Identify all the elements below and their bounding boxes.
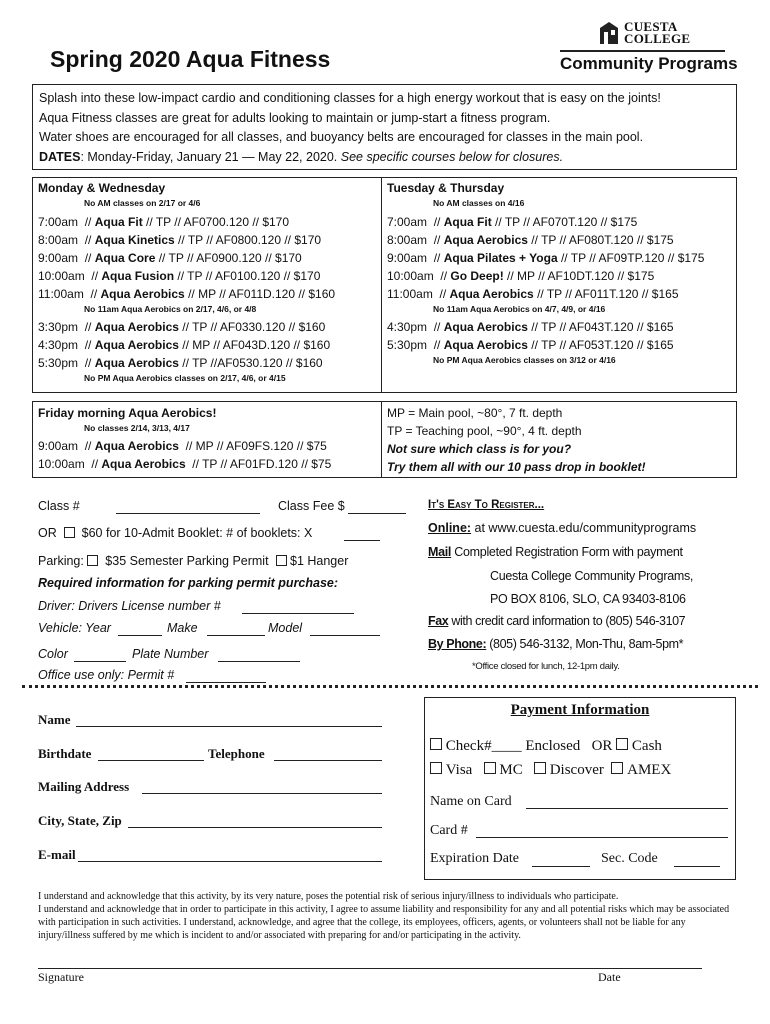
legend-booklet: Try them all with our 10 pass drop in booklet! bbox=[387, 460, 646, 474]
class-details: // TP // AF01FD.120 // $75 bbox=[185, 457, 332, 471]
phone-label: By Phone: bbox=[428, 637, 487, 651]
separator: // bbox=[83, 287, 101, 301]
card-number-field[interactable] bbox=[476, 837, 728, 838]
check-checkbox[interactable] bbox=[430, 738, 442, 750]
vehicle-color-field[interactable] bbox=[74, 661, 126, 662]
class-details: // MP // AF10DT.120 // $175 bbox=[503, 269, 655, 283]
tuethu-note-11: No 11am Aqua Aerobics on 4/7, 4/9, or 4/16 bbox=[433, 304, 606, 314]
class-name: Aqua Aerobics bbox=[443, 338, 528, 352]
phone-text: (805) 546-3132, Mon-Thu, 8am-5pm* bbox=[486, 637, 684, 651]
register-online bbox=[428, 521, 696, 535]
payment-row-1 bbox=[430, 738, 662, 755]
logo-subtitle: Community Programs bbox=[560, 54, 738, 73]
booklet-checkbox[interactable] bbox=[64, 527, 75, 538]
office-closed-note: *Office closed for lunch, 12-1pm daily. bbox=[472, 661, 620, 672]
class-time: 7:00am bbox=[387, 215, 428, 229]
monwed-note-pm: No PM Aqua Aerobics classes on 2/17, 4/6, or 4/15 bbox=[84, 373, 286, 383]
mail-address-1: Cuesta College Community Programs, bbox=[490, 569, 694, 583]
parking-semester-checkbox[interactable] bbox=[87, 555, 98, 566]
class-time: 8:00am bbox=[387, 233, 428, 247]
class-time: 10:00am bbox=[38, 269, 85, 283]
cash-checkbox[interactable] bbox=[616, 738, 628, 750]
class-name: Aqua Fit bbox=[443, 215, 492, 229]
college-logo bbox=[560, 18, 738, 78]
class-row bbox=[38, 249, 335, 267]
tuethu-note-pm: No PM Aqua Aerobics classes on 3/12 or 4/16 bbox=[433, 355, 616, 365]
class-details: // TP // AF09TP.120 // $175 bbox=[557, 251, 705, 265]
class-name: Aqua Aerobics bbox=[94, 439, 179, 453]
class-details: // TP // AF080T.120 // $175 bbox=[527, 233, 674, 247]
mail-text: Completed Registration Form with payment bbox=[451, 545, 683, 559]
visa-checkbox[interactable] bbox=[430, 762, 442, 774]
disclaimer-line-2: I understand and acknowledge that in order to participate in this activity, I agree to assume liability and responsibility for any and all potential risks which may be associated with participation in such activities. I understand, acknowledge, and agree that the college, its employees, officers, agents, or volunteers shall not be liable for any injury/illness suffered by me which is incident to and/or associated with preparing for and/or participating in the activity. bbox=[38, 904, 730, 941]
payment-or: OR bbox=[591, 738, 613, 754]
class-row bbox=[38, 231, 335, 249]
telephone-label: Telephone bbox=[208, 746, 265, 761]
vehicle-model-label: Model bbox=[268, 621, 303, 635]
or-label: OR bbox=[38, 526, 57, 540]
separator: // bbox=[78, 439, 95, 453]
class-time: 4:30pm bbox=[38, 338, 79, 352]
separator: // bbox=[78, 338, 95, 352]
class-name: Aqua Pilates + Yoga bbox=[443, 251, 558, 265]
class-name: Aqua Fit bbox=[94, 215, 143, 229]
class-name: Aqua Aerobics bbox=[443, 320, 528, 334]
legend-question: Not sure which class is for you? bbox=[387, 442, 572, 456]
class-name: Go Deep! bbox=[450, 269, 504, 283]
fax-label: Fax bbox=[428, 614, 449, 628]
class-time: 10:00am bbox=[38, 457, 85, 471]
class-row bbox=[38, 318, 335, 336]
schedule-divider bbox=[381, 177, 382, 393]
class-row bbox=[38, 285, 335, 303]
booklet-count-field[interactable] bbox=[344, 540, 380, 541]
class-time: 11:00am bbox=[387, 287, 433, 301]
class-name: Aqua Aerobics bbox=[94, 320, 179, 334]
class-number-field[interactable] bbox=[116, 513, 260, 514]
dates-note: See specific courses below for closures. bbox=[340, 149, 564, 164]
friday-column bbox=[38, 404, 331, 473]
class-time: 11:00am bbox=[38, 287, 84, 301]
intro-line-2: Aqua Fitness classes are great for adults looking to maintain or jump-start a fitness program. bbox=[39, 110, 551, 125]
class-time: 3:30pm bbox=[38, 320, 79, 334]
separator: // bbox=[84, 457, 102, 471]
driver-license-label: Driver: Drivers License number # bbox=[38, 599, 221, 613]
class-fee-label: Class Fee $ bbox=[278, 499, 345, 513]
office-permit-field[interactable] bbox=[186, 682, 266, 683]
register-phone bbox=[428, 637, 683, 651]
card-number-label: Card # bbox=[430, 823, 468, 838]
vehicle-year-field[interactable] bbox=[118, 635, 162, 636]
class-details: // MP // AF011D.120 // $160 bbox=[184, 287, 336, 301]
class-details: // TP // AF0700.120 // $170 bbox=[142, 215, 290, 229]
class-row bbox=[38, 336, 335, 354]
class-details: // MP // AF043D.120 // $160 bbox=[178, 338, 331, 352]
class-time: 10:00am bbox=[387, 269, 434, 283]
telephone-field[interactable] bbox=[274, 760, 382, 761]
class-details: // TP //AF0530.120 // $160 bbox=[178, 356, 323, 370]
office-permit-label: Office use only: Permit # bbox=[38, 668, 175, 682]
city-state-zip-field[interactable] bbox=[128, 827, 382, 828]
separator: // bbox=[78, 320, 95, 334]
class-row bbox=[387, 231, 704, 249]
amex-checkbox[interactable] bbox=[611, 762, 623, 774]
separator: // bbox=[78, 215, 95, 229]
class-name: Aqua Aerobics bbox=[94, 338, 179, 352]
date-label: Date bbox=[598, 970, 621, 984]
class-row bbox=[38, 267, 335, 285]
vehicle-model-field[interactable] bbox=[310, 635, 380, 636]
class-details: // TP // AF070T.120 // $175 bbox=[491, 215, 638, 229]
register-mail bbox=[428, 545, 683, 559]
mail-address-2: PO BOX 8106, SLO, CA 93403-8106 bbox=[490, 592, 686, 606]
friday-heading: Friday morning Aqua Aerobics! bbox=[38, 406, 217, 420]
class-row bbox=[387, 267, 704, 285]
parking-label: Parking: bbox=[38, 554, 84, 568]
tuethu-note-am: No AM classes on 4/16 bbox=[433, 198, 525, 208]
class-name: Aqua Aerobics bbox=[94, 356, 179, 370]
vehicle-color-label: Color bbox=[38, 647, 68, 661]
class-name: Aqua Core bbox=[94, 251, 156, 265]
class-row bbox=[38, 437, 331, 455]
class-name: Aqua Aerobics bbox=[101, 457, 186, 471]
class-name: Aqua Aerobics bbox=[449, 287, 534, 301]
tuethu-column bbox=[387, 179, 704, 367]
legend-tp: TP = Teaching pool, ~90°, 4 ft. depth bbox=[387, 424, 582, 438]
mc-label: MC bbox=[499, 762, 523, 778]
class-details: // MP // AF09FS.120 // $75 bbox=[178, 439, 327, 453]
class-time: 5:30pm bbox=[38, 356, 79, 370]
separator: // bbox=[427, 233, 444, 247]
discover-checkbox[interactable] bbox=[534, 762, 546, 774]
parking-semester-label: $35 Semester Parking Permit bbox=[105, 554, 269, 568]
fax-text: with credit card information to (805) 546-3107 bbox=[448, 614, 686, 628]
legend-mp: MP = Main pool, ~80°, 7 ft. depth bbox=[387, 406, 563, 420]
page-title: Spring 2020 Aqua Fitness bbox=[50, 46, 331, 72]
disclaimer-line-1: I understand and acknowledge that this activity, by its very nature, poses the potential risk of serious injury/illness to individuals who participate. bbox=[38, 891, 619, 902]
class-row bbox=[38, 213, 335, 231]
discover-label: Discover bbox=[549, 762, 604, 778]
intro-line-1: Splash into these low-impact cardio and conditioning classes for a high energy workout that is easy on the joints! bbox=[39, 91, 661, 105]
booklet-label: $60 for 10-Admit Booklet: # of booklets: X bbox=[81, 526, 313, 540]
friday-note: No classes 2/14, 3/13, 4/17 bbox=[84, 423, 190, 433]
building-icon bbox=[598, 20, 620, 46]
friday-divider bbox=[381, 401, 382, 478]
birthdate-field[interactable] bbox=[98, 760, 204, 761]
check-label: Check#____ Enclosed bbox=[445, 738, 581, 754]
vehicle-make-label: Make bbox=[167, 621, 198, 635]
parking-hanger-label: $1 Hanger bbox=[290, 554, 349, 568]
separator: // bbox=[427, 215, 444, 229]
plate-number-field[interactable] bbox=[218, 661, 300, 662]
monwed-note-am: No AM classes on 2/17 or 4/6 bbox=[84, 198, 201, 208]
class-details: // TP // AF0900.120 // $170 bbox=[155, 251, 302, 265]
separator: // bbox=[433, 269, 451, 283]
signature-line[interactable] bbox=[38, 968, 702, 969]
class-details: // TP // AF011T.120 // $165 bbox=[533, 287, 679, 301]
mc-checkbox[interactable] bbox=[484, 762, 496, 774]
monwed-note-11: No 11am Aqua Aerobics on 2/17, 4/6, or 4/8 bbox=[84, 304, 257, 314]
separator: // bbox=[84, 269, 102, 283]
logo-divider bbox=[560, 50, 725, 52]
intro-line-3: Water shoes are encouraged for all classes, and buoyancy belts are encouraged for classes in the main pool. bbox=[39, 130, 644, 144]
expiration-label: Expiration Date bbox=[430, 851, 520, 866]
class-time: 8:00am bbox=[38, 233, 79, 247]
payment-heading: Payment Information bbox=[510, 702, 650, 718]
driver-license-field[interactable] bbox=[242, 613, 354, 614]
class-time: 9:00am bbox=[38, 251, 79, 265]
class-name: Aqua Fusion bbox=[101, 269, 175, 283]
mailing-address-field[interactable] bbox=[142, 793, 382, 794]
parking-row bbox=[38, 554, 348, 568]
booklet-row bbox=[38, 526, 312, 540]
class-details: // TP // AF053T.120 // $165 bbox=[527, 338, 674, 352]
visa-label: Visa bbox=[445, 762, 473, 778]
dates-text: : Monday-Friday, January 21 — May 22, 2020. bbox=[80, 149, 341, 164]
class-details: // TP // AF0330.120 // $160 bbox=[178, 320, 326, 334]
separator: // bbox=[427, 320, 444, 334]
sec-code-label: Sec. Code bbox=[601, 851, 658, 866]
parking-required-note: Required information for parking permit purchase: bbox=[38, 576, 339, 590]
register-fax bbox=[428, 614, 685, 628]
separator: // bbox=[78, 356, 95, 370]
logo-line-1: CUESTA bbox=[624, 19, 678, 34]
sec-code-field[interactable] bbox=[674, 866, 720, 867]
email-label: E-mail bbox=[38, 847, 76, 862]
plate-number-label: Plate Number bbox=[132, 647, 209, 661]
tuethu-heading: Tuesday & Thursday bbox=[387, 181, 505, 195]
class-details: // TP // AF043T.120 // $165 bbox=[527, 320, 674, 334]
name-on-card-label: Name on Card bbox=[430, 794, 512, 809]
separator: // bbox=[427, 338, 444, 352]
amex-label: AMEX bbox=[627, 762, 672, 778]
parking-hanger-checkbox[interactable] bbox=[276, 555, 287, 566]
expiration-field[interactable] bbox=[532, 866, 590, 867]
class-row bbox=[387, 318, 704, 336]
name-field[interactable] bbox=[76, 726, 382, 727]
signature-label: Signature bbox=[38, 970, 84, 984]
class-time: 9:00am bbox=[38, 439, 79, 453]
online-label: Online: bbox=[428, 521, 472, 535]
class-time: 5:30pm bbox=[387, 338, 428, 352]
mailing-address-label: Mailing Address bbox=[38, 779, 130, 794]
class-row bbox=[38, 354, 335, 372]
separator: // bbox=[78, 233, 95, 247]
separator: // bbox=[432, 287, 450, 301]
intro-dates bbox=[39, 148, 730, 168]
email-field[interactable] bbox=[78, 861, 382, 862]
class-row bbox=[38, 455, 331, 473]
class-time: 4:30pm bbox=[387, 320, 428, 334]
birthdate-label: Birthdate bbox=[38, 746, 92, 761]
monwed-heading: Monday & Wednesday bbox=[38, 181, 166, 195]
intro-box bbox=[32, 84, 737, 170]
class-name: Aqua Aerobics bbox=[100, 287, 185, 301]
logo-line-2: COLLEGE bbox=[624, 31, 691, 46]
mail-label: Mail bbox=[428, 545, 452, 559]
class-details: // TP // AF0100.120 // $170 bbox=[174, 269, 321, 283]
payment-row-2 bbox=[430, 762, 671, 779]
class-name: Aqua Kinetics bbox=[94, 233, 175, 247]
class-row bbox=[387, 285, 704, 303]
class-row bbox=[387, 213, 704, 231]
register-heading: It's Easy To Register... bbox=[428, 499, 545, 511]
city-state-zip-label: City, State, Zip bbox=[38, 813, 122, 828]
class-number-label: Class # bbox=[38, 499, 80, 513]
separator: // bbox=[78, 251, 95, 265]
monwed-column bbox=[38, 179, 335, 385]
online-url[interactable]: at www.cuesta.edu/communityprograms bbox=[471, 521, 697, 535]
class-time: 9:00am bbox=[387, 251, 428, 265]
dates-label: DATES bbox=[39, 149, 81, 164]
cash-label: Cash bbox=[631, 738, 662, 754]
class-row bbox=[387, 249, 704, 267]
disclaimer bbox=[38, 890, 738, 942]
vehicle-make-field[interactable] bbox=[207, 635, 265, 636]
class-row bbox=[387, 336, 704, 354]
separator: // bbox=[427, 251, 444, 265]
pool-legend bbox=[387, 404, 646, 476]
cut-line bbox=[22, 685, 758, 688]
class-time: 7:00am bbox=[38, 215, 79, 229]
vehicle-year-label: Vehicle: Year bbox=[38, 621, 111, 635]
class-fee-field[interactable] bbox=[348, 513, 406, 514]
class-details: // TP // AF0800.120 // $170 bbox=[174, 233, 322, 247]
name-label: Name bbox=[38, 712, 71, 727]
class-name: Aqua Aerobics bbox=[443, 233, 528, 247]
name-on-card-field[interactable] bbox=[526, 808, 728, 809]
